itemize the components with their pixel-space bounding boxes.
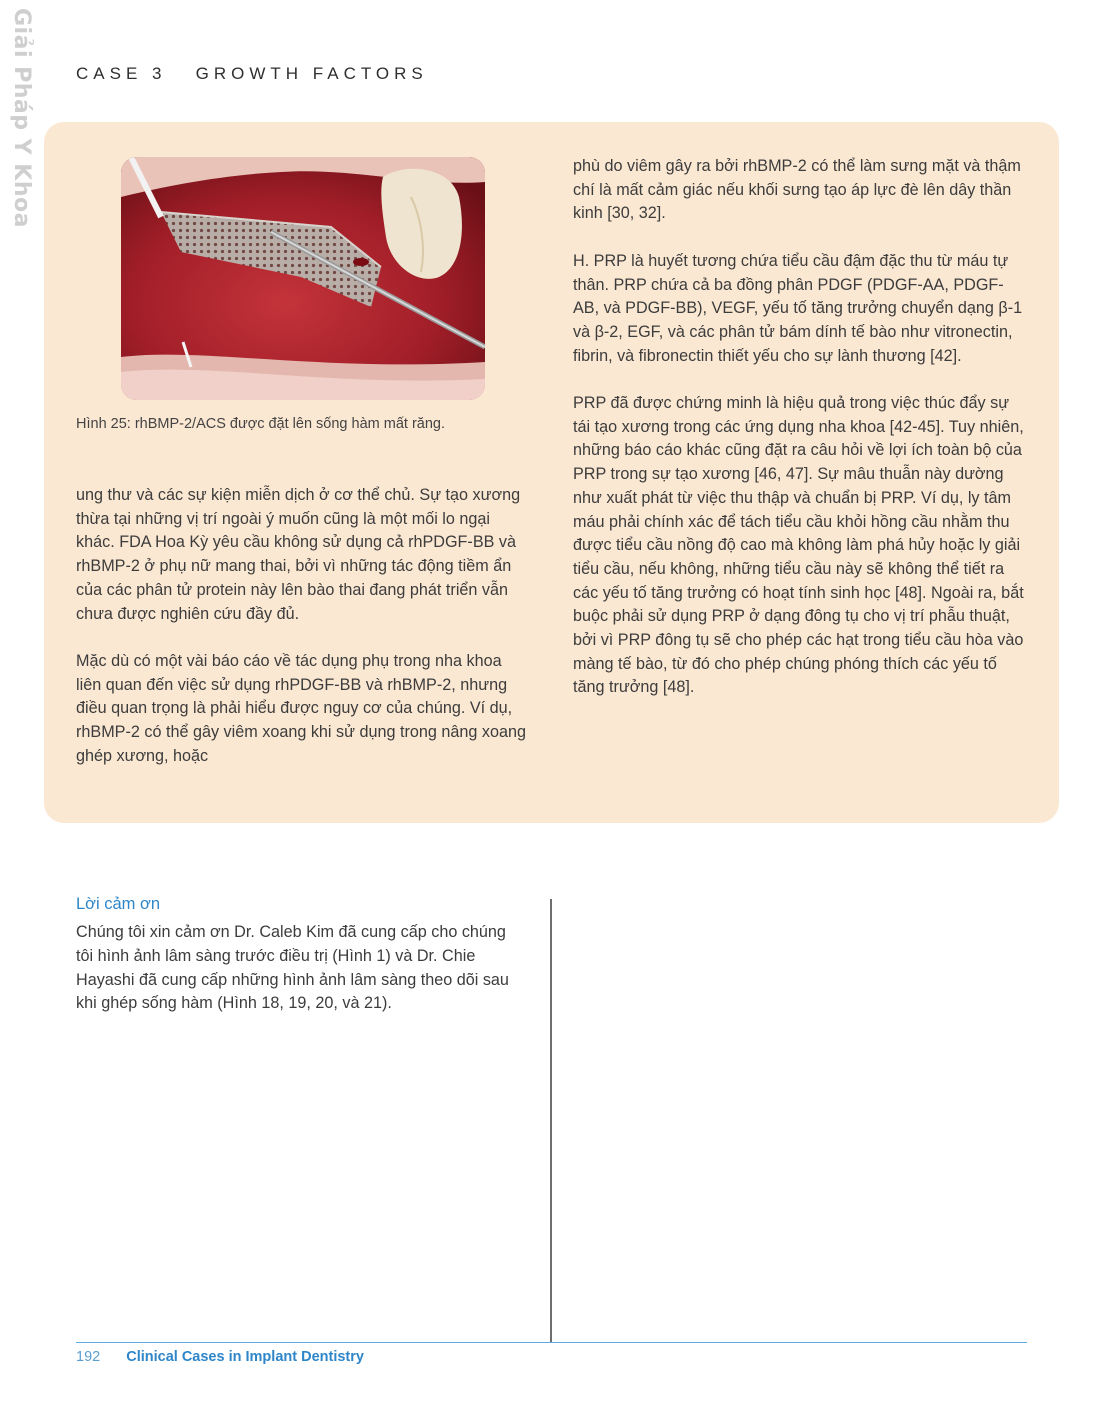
- figure-caption: Hình 25: rhBMP-2/ACS được đặt lên sống hàm mất răng.: [76, 416, 445, 432]
- clinical-photo: [121, 157, 485, 400]
- watermark: Giải Pháp Y Khoa: [9, 8, 34, 228]
- paragraph: ung thư và các sự kiện miễn dịch ở cơ thể chủ. Sự tạo xương thừa tại những vị trí ngoài ý muốn cũng là một mối lo ngại khác. FDA Hoa Kỳ yêu cầu không sử dụng cả rhPDGF-BB và rhBMP-2 ở phụ nữ mang thai, bởi vì những tác động tiềm ẩn của các phân tử protein này lên bào thai đang phát triển vẫn chưa được nghiên cứu đầy đủ.: [76, 486, 521, 623]
- left-column: [76, 484, 528, 768]
- paragraph: phù do viêm gây ra bởi rhBMP-2 có thể làm sưng mặt và thậm chí là mất cảm giác nếu khối sưng tạo áp lực đè lên dây thần kinh [30, 32].: [573, 157, 1021, 223]
- book-title: Clinical Cases in Implant Dentistry: [126, 1349, 364, 1365]
- paragraph: Mặc dù có một vài báo cáo về tác dụng phụ trong nha khoa liên quan đến việc sử dụng rhPDGF-BB và rhBMP-2, nhưng điều quan trọng là phải hiểu được nguy cơ của chúng. Ví dụ, rhBMP-2 có thể gây viêm xoang khi sử dụng trong nâng xoang ghép xương, hoặc: [76, 651, 526, 765]
- paragraph: PRP đã được chứng minh là hiệu quả trong việc thúc đẩy sự tái tạo xương trong các ứng dụng nha khoa [42-45]. Tuy nhiên, những báo cáo khác cũng đặt ra câu hỏi về lợi ích toàn bộ của PRP trong sự tạo xương [46, 47]. Sự mâu thuẫn này dường như xuất phát từ việc thu thập và chuẩn bị PRP. Ví dụ, ly tâm máu phải chính xác để tách tiểu cầu khỏi hồng cầu nhằm thu được tiểu cầu nồng độ cao mà không làm phá hủy hoặc ly giải tiểu cầu, nếu không, những tiểu cầu này sẽ không thể tiết ra các yếu tố tăng trưởng có hoạt tính sinh học [48]. Ngoài ra, bắt buộc phải sử dụng PRP ở dạng đông tụ cho vị trí phẫu thuật, bởi vì PRP đông tụ sẽ cho phép các hạt trong tiểu cầu hòa vào màng tế bào, từ đó cho phép chúng phóng thích các yếu tố tăng trưởng [48].: [573, 394, 1024, 697]
- page-number: 192: [76, 1349, 101, 1365]
- running-header: CASE 3 GROWTH FACTORS: [76, 64, 428, 83]
- column-divider: [550, 899, 552, 1343]
- clinical-photo-drawing: [121, 157, 485, 400]
- footer-rule: [76, 1342, 1027, 1343]
- footer: [76, 1349, 364, 1365]
- right-column: [573, 155, 1025, 700]
- acknowledgement-title: Lời cảm ơn: [76, 895, 160, 913]
- acknowledgement-body: Chúng tôi xin cảm ơn Dr. Caleb Kim đã cung cấp cho chúng tôi hình ảnh lâm sàng trước điều trị (Hình 1) và Dr. Chie Hayashi đã cung cấp những hình ảnh lâm sàng theo dõi sau khi ghép sống hàm (Hình 18, 19, 20, và 21).: [76, 923, 509, 1013]
- paragraph: H. PRP là huyết tương chứa tiểu cầu đậm đặc thu từ máu tự thân. PRP chứa cả ba đồng phân PDGF (PDGF-AA, PDGF-AB, và PDGF-BB), VEGF, yếu tố tăng trưởng chuyển dạng β-1 và β-2, EGF, và các phân tử bám dính tế bào như vitronectin, fibrin, và fibronectin thiết yếu cho sự lành thương [42].: [573, 251, 1023, 365]
